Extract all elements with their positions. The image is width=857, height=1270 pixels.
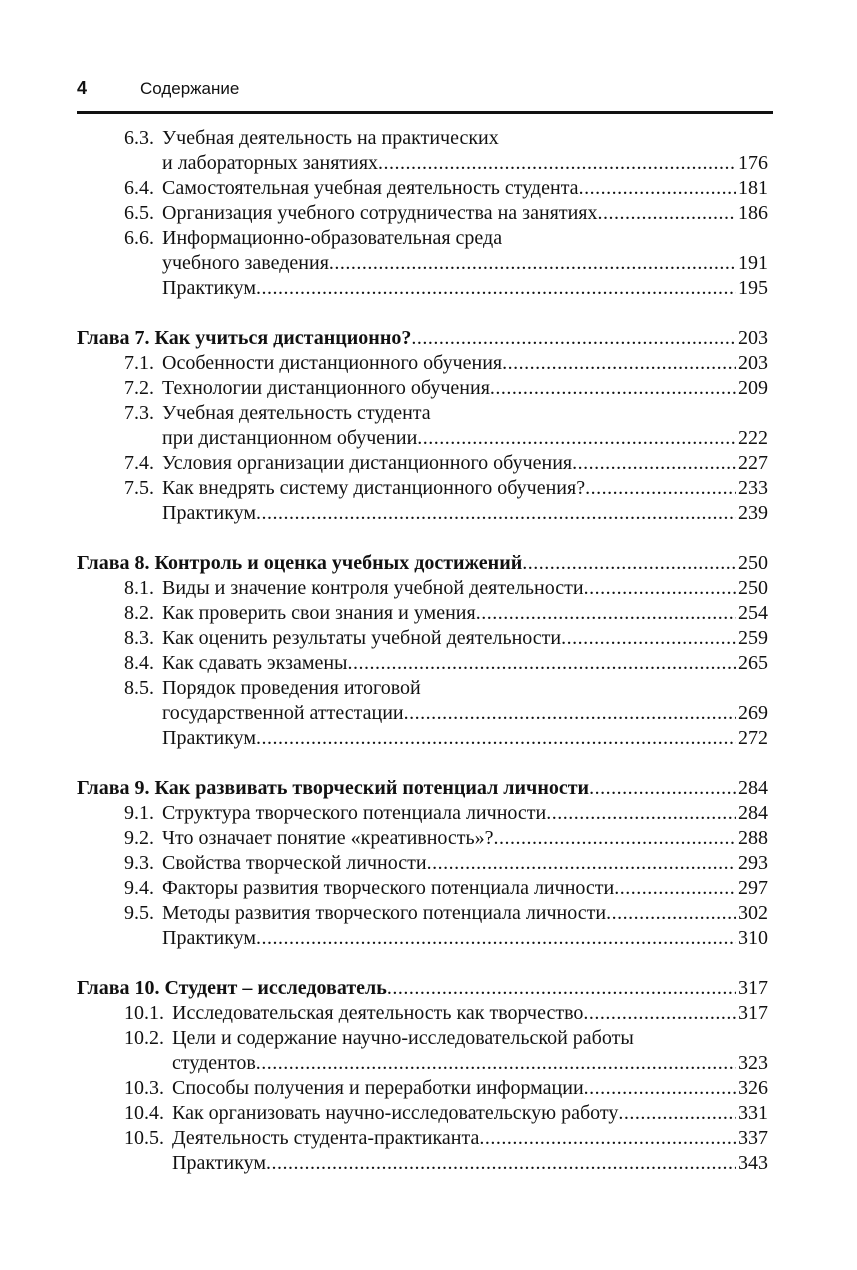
toc-title: Как сдавать экзамены	[162, 652, 348, 674]
toc-title: Практикум	[162, 502, 257, 524]
toc-chapter[interactable]	[77, 551, 768, 576]
toc-page: 284	[738, 802, 768, 824]
toc-entry[interactable]	[77, 276, 768, 301]
toc-entry[interactable]	[77, 726, 768, 751]
dot-leader	[329, 251, 736, 276]
toc-entry[interactable]	[77, 626, 768, 651]
dot-leader	[614, 876, 736, 901]
toc-page: 227	[738, 452, 768, 474]
toc-line	[77, 401, 768, 426]
toc-line	[77, 501, 768, 526]
table-of-contents	[77, 126, 768, 1176]
dot-leader	[476, 601, 736, 626]
toc-page: 250	[738, 577, 768, 599]
toc-title: Как оценить результаты учебной деятельности	[162, 627, 562, 649]
toc-title: Глава 7. Как учиться дистанционно?	[77, 327, 412, 349]
spacer	[77, 951, 768, 976]
dot-leader	[494, 826, 736, 851]
toc-line	[77, 1151, 768, 1176]
toc-page: 176	[738, 152, 768, 174]
toc-line	[77, 551, 768, 576]
toc-title: Технологии дистанционного обучения	[162, 377, 490, 399]
toc-number: 9.4.	[124, 877, 154, 899]
toc-page: 186	[738, 202, 768, 224]
toc-page: 293	[738, 852, 768, 874]
toc-title: Свойства творческой личности	[162, 852, 427, 874]
dot-leader	[256, 726, 736, 751]
dot-leader	[589, 776, 736, 801]
dot-leader	[256, 501, 736, 526]
toc-number: 9.1.	[124, 802, 154, 824]
toc-entry[interactable]	[77, 226, 768, 276]
toc-title: Самостоятельная учебная деятельность студента	[162, 177, 579, 199]
toc-title: государственной аттестации	[162, 702, 404, 724]
toc-title: при дистанционном обучении	[162, 427, 418, 449]
toc-line	[77, 651, 768, 676]
toc-chapter[interactable]	[77, 976, 768, 1001]
dot-leader	[348, 651, 737, 676]
toc-page: 310	[738, 927, 768, 949]
toc-page: 233	[738, 477, 768, 499]
toc-entry[interactable]	[77, 601, 768, 626]
dot-leader	[387, 976, 736, 1001]
toc-entry[interactable]	[77, 576, 768, 601]
toc-page: 272	[738, 727, 768, 749]
toc-page: 337	[738, 1127, 768, 1149]
toc-title: Глава 10. Студент – исследователь	[77, 977, 387, 999]
toc-entry[interactable]	[77, 1001, 768, 1026]
dot-leader	[585, 476, 736, 501]
toc-page: 195	[738, 277, 768, 299]
toc-number: 7.1.	[124, 352, 154, 374]
toc-number: 8.2.	[124, 602, 154, 624]
dot-leader	[256, 926, 736, 951]
toc-number: 6.4.	[124, 177, 154, 199]
toc-line	[77, 801, 768, 826]
toc-title: Как внедрять систему дистанционного обучения?	[162, 477, 586, 499]
dot-leader	[598, 201, 737, 226]
dot-leader	[417, 426, 736, 451]
toc-entry[interactable]	[77, 1151, 768, 1176]
header-rule	[77, 111, 773, 114]
toc-page: 222	[738, 427, 768, 449]
toc-title: Порядок проведения итоговой	[162, 677, 421, 699]
toc-title: Что означает понятие «креативность»?	[162, 827, 494, 849]
toc-entry[interactable]	[77, 1076, 768, 1101]
toc-page: 239	[738, 502, 768, 524]
toc-title: Практикум	[172, 1152, 267, 1174]
toc-title: Цели и содержание научно-исследовательской работы	[172, 1027, 634, 1049]
toc-line	[77, 701, 768, 726]
spacer	[77, 526, 768, 551]
toc-entry[interactable]	[77, 801, 768, 826]
toc-number: 6.3.	[124, 127, 154, 149]
dot-leader	[427, 851, 736, 876]
toc-entry[interactable]	[77, 201, 768, 226]
toc-title: Практикум	[162, 727, 257, 749]
toc-line	[77, 201, 768, 226]
toc-page: 254	[738, 602, 768, 624]
toc-page: 302	[738, 902, 768, 924]
toc-title: студентов	[172, 1052, 256, 1074]
toc-entry[interactable]	[77, 501, 768, 526]
toc-line	[77, 1001, 768, 1026]
dot-leader	[561, 626, 736, 651]
toc-line	[77, 826, 768, 851]
toc-page: 269	[738, 702, 768, 724]
toc-line	[77, 601, 768, 626]
toc-title: Практикум	[162, 927, 257, 949]
toc-line	[77, 726, 768, 751]
dot-leader	[618, 1101, 736, 1126]
dot-leader	[502, 351, 736, 376]
toc-entry[interactable]	[77, 1101, 768, 1126]
toc-line	[77, 126, 768, 151]
toc-page: 331	[738, 1102, 768, 1124]
dot-leader	[266, 1151, 736, 1176]
toc-line	[77, 676, 768, 701]
dot-leader	[522, 551, 736, 576]
toc-entry[interactable]	[77, 451, 768, 476]
page-number: 4	[77, 78, 88, 98]
toc-number: 10.1.	[124, 1002, 164, 1024]
toc-line	[77, 351, 768, 376]
toc-page: 181	[738, 177, 768, 199]
toc-line	[77, 251, 768, 276]
toc-line	[77, 476, 768, 501]
toc-title: Как проверить свои знания и умения	[162, 602, 476, 624]
toc-entry[interactable]	[77, 826, 768, 851]
toc-number: 10.5.	[124, 1127, 164, 1149]
toc-title: Виды и значение контроля учебной деятельности	[162, 577, 584, 599]
toc-line	[77, 926, 768, 951]
toc-line	[77, 1126, 768, 1151]
toc-title: Особенности дистанционного обучения	[162, 352, 503, 374]
toc-number: 8.1.	[124, 577, 154, 599]
toc-entry[interactable]	[77, 651, 768, 676]
dot-leader	[584, 576, 736, 601]
toc-page: 209	[738, 377, 768, 399]
toc-line	[77, 426, 768, 451]
toc-page: 203	[738, 352, 768, 374]
toc-line	[77, 1026, 768, 1051]
toc-number: 7.3.	[124, 402, 154, 424]
toc-title: Учебная деятельность на практических	[162, 127, 499, 149]
toc-entry[interactable]	[77, 476, 768, 501]
toc-line	[77, 326, 768, 351]
toc-title: Практикум	[162, 277, 257, 299]
toc-entry[interactable]	[77, 401, 768, 451]
toc-number: 6.5.	[124, 202, 154, 224]
toc-page: 297	[738, 877, 768, 899]
toc-title: Информационно-образовательная среда	[162, 227, 503, 249]
toc-line	[77, 451, 768, 476]
toc-entry[interactable]	[77, 1026, 768, 1076]
toc-title: Структура творческого потенциала личности	[162, 802, 547, 824]
toc-page: 288	[738, 827, 768, 849]
toc-title: Глава 9. Как развивать творческий потенциал личности	[77, 777, 590, 799]
toc-entry[interactable]	[77, 126, 768, 176]
toc-title: Учебная деятельность студента	[162, 402, 431, 424]
toc-line	[77, 976, 768, 1001]
toc-title: Исследовательская деятельность как творчество	[172, 1002, 584, 1024]
toc-title: и лабораторных занятиях	[162, 152, 379, 174]
toc-entry[interactable]	[77, 851, 768, 876]
toc-line	[77, 176, 768, 201]
toc-entry[interactable]	[77, 926, 768, 951]
toc-line	[77, 151, 768, 176]
toc-number: 6.6.	[124, 227, 154, 249]
dot-leader	[584, 1076, 736, 1101]
dot-leader	[479, 1126, 736, 1151]
toc-entry[interactable]	[77, 1126, 768, 1151]
toc-title: Методы развития творческого потенциала личности	[162, 902, 607, 924]
toc-line	[77, 276, 768, 301]
dot-leader	[583, 1001, 736, 1026]
dot-leader	[572, 451, 736, 476]
toc-title: Факторы развития творческого потенциала личности	[162, 877, 615, 899]
spacer	[77, 751, 768, 776]
spacer	[77, 301, 768, 326]
toc-page: 317	[738, 1002, 768, 1024]
toc-title: учебного заведения	[162, 252, 329, 274]
toc-page: 317	[738, 977, 768, 999]
toc-page: 203	[738, 327, 768, 349]
toc-line	[77, 876, 768, 901]
dot-leader	[256, 1051, 736, 1076]
toc-title: Как организовать научно-исследовательскую работу	[172, 1102, 619, 1124]
toc-number: 9.2.	[124, 827, 154, 849]
dot-leader	[606, 901, 736, 926]
toc-page: 284	[738, 777, 768, 799]
toc-line	[77, 626, 768, 651]
toc-line	[77, 376, 768, 401]
dot-leader	[378, 151, 736, 176]
toc-line	[77, 901, 768, 926]
toc-entry[interactable]	[77, 376, 768, 401]
toc-title: Деятельность студента-практиканта	[172, 1127, 480, 1149]
dot-leader	[546, 801, 736, 826]
toc-number: 9.5.	[124, 902, 154, 924]
toc-entry[interactable]	[77, 351, 768, 376]
toc-line	[77, 1101, 768, 1126]
toc-title: Глава 8. Контроль и оценка учебных достижений	[77, 552, 523, 574]
toc-page: 343	[738, 1152, 768, 1174]
toc-title: Условия организации дистанционного обучения	[162, 452, 573, 474]
toc-entry[interactable]	[77, 176, 768, 201]
dot-leader	[490, 376, 736, 401]
dot-leader	[411, 326, 736, 351]
toc-page: 191	[738, 252, 768, 274]
toc-line	[77, 576, 768, 601]
toc-chapter[interactable]	[77, 326, 768, 351]
toc-number: 10.3.	[124, 1077, 164, 1099]
toc-page: 259	[738, 627, 768, 649]
toc-number: 8.4.	[124, 652, 154, 674]
toc-entry[interactable]	[77, 901, 768, 926]
toc-chapter[interactable]	[77, 776, 768, 801]
toc-page: 326	[738, 1077, 768, 1099]
toc-title: Способы получения и переработки информации	[172, 1077, 584, 1099]
toc-number: 8.3.	[124, 627, 154, 649]
toc-page: 265	[738, 652, 768, 674]
dot-leader	[579, 176, 736, 201]
toc-number: 9.3.	[124, 852, 154, 874]
toc-number: 10.4.	[124, 1102, 164, 1124]
toc-line	[77, 1051, 768, 1076]
toc-title: Организация учебного сотрудничества на занятиях	[162, 202, 598, 224]
toc-page: 250	[738, 552, 768, 574]
dot-leader	[256, 276, 736, 301]
toc-line	[77, 851, 768, 876]
dot-leader	[404, 701, 736, 726]
toc-line	[77, 1076, 768, 1101]
toc-line	[77, 226, 768, 251]
toc-number: 7.5.	[124, 477, 154, 499]
toc-number: 7.4.	[124, 452, 154, 474]
running-header: Содержание	[140, 79, 240, 98]
toc-entry[interactable]	[77, 676, 768, 726]
toc-number: 10.2.	[124, 1027, 164, 1049]
toc-number: 7.2.	[124, 377, 154, 399]
toc-line	[77, 776, 768, 801]
toc-number: 8.5.	[124, 677, 154, 699]
toc-page: 323	[738, 1052, 768, 1074]
toc-entry[interactable]	[77, 876, 768, 901]
